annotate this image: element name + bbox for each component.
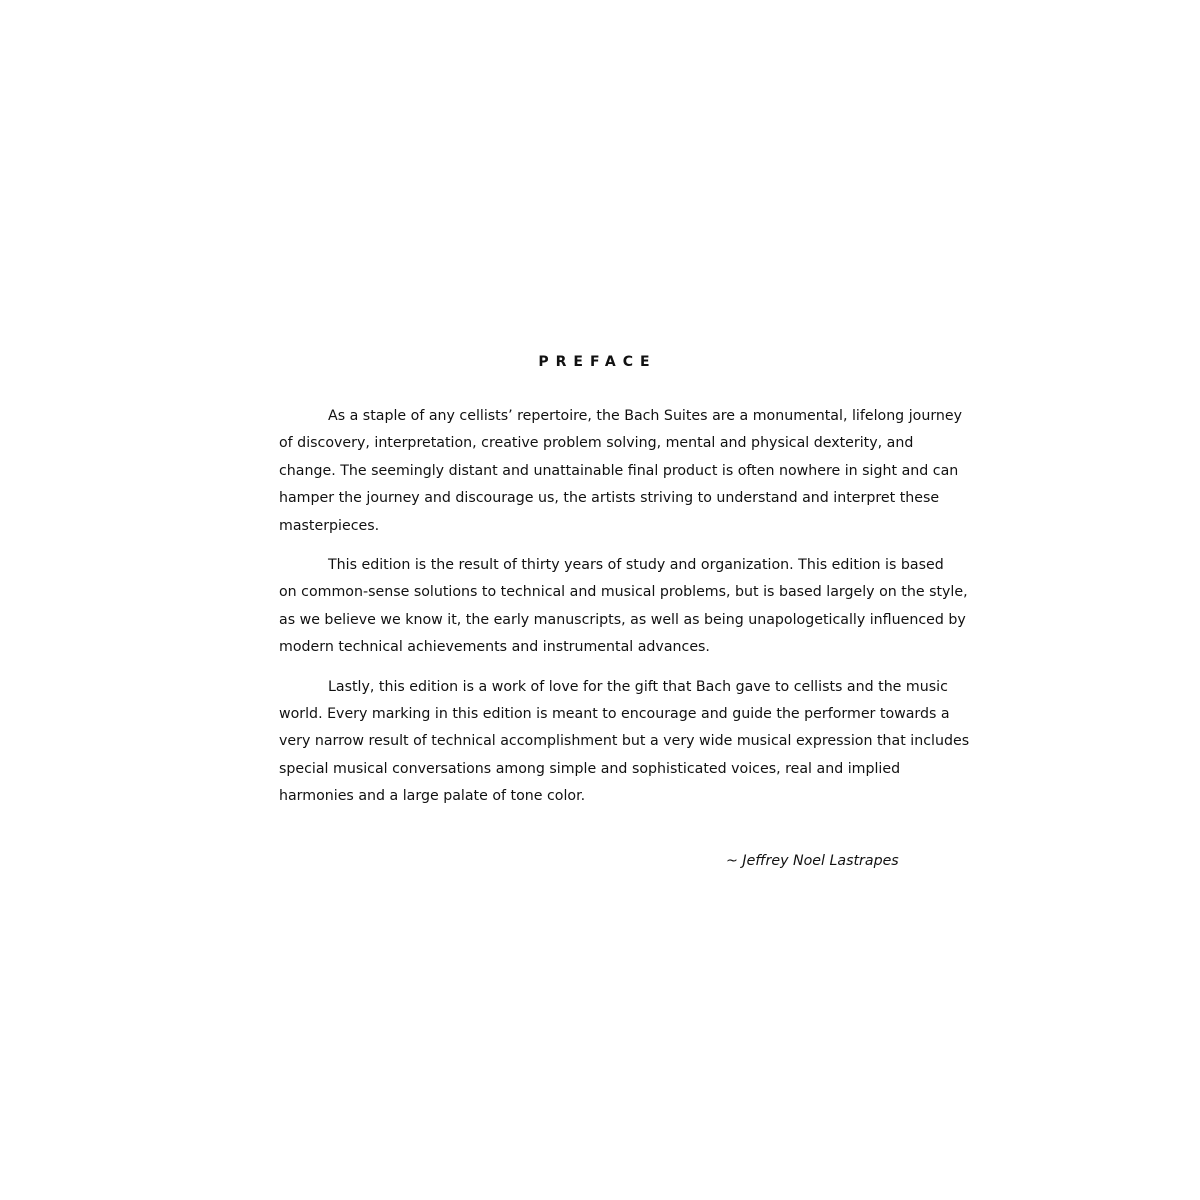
text-line: Lastly, this edition is a work of love for the gift that Bach gave to cellists and the music — [328, 678, 948, 695]
author-signature: ~ Jeffrey Noel Lastrapes — [726, 853, 899, 869]
text-line: world. Every marking in this edition is meant to encourage and guide the performer towards a — [279, 706, 950, 723]
paragraph-2 — [279, 552, 968, 662]
text-line: modern technical achievements and instrumental advances. — [279, 639, 710, 656]
text-line: as we believe we know it, the early manuscripts, as well as being unapologetically influenced by — [279, 611, 966, 628]
text-line: harmonies and a large palate of tone color. — [279, 788, 586, 805]
text-line: hamper the journey and discourage us, the artists striving to understand and interpret these — [279, 490, 940, 507]
preface-body — [279, 403, 970, 823]
paragraph-3 — [279, 674, 970, 811]
text-line: As a staple of any cellists’ repertoire, the Bach Suites are a monumental, lifelong journey — [328, 408, 963, 424]
text-line: This edition is the result of thirty years of study and organization. This edition is based — [328, 557, 944, 574]
text-line: very narrow result of technical accomplishment but a very wide musical expression that includes — [279, 733, 970, 750]
text-line: masterpieces. — [279, 517, 380, 534]
text-line: special musical conversations among simple and sophisticated voices, real and implied — [279, 760, 901, 777]
paragraph-1 — [279, 403, 963, 540]
text-line: on common-sense solutions to technical and musical problems, but is based largely on the style, — [279, 584, 968, 601]
text-line: change. The seemingly distant and unattainable final product is often nowhere in sight and can — [279, 462, 959, 479]
text-line: of discovery, interpretation, creative problem solving, mental and physical dexterity, and — [279, 435, 914, 452]
page-title: PREFACE — [538, 354, 657, 370]
